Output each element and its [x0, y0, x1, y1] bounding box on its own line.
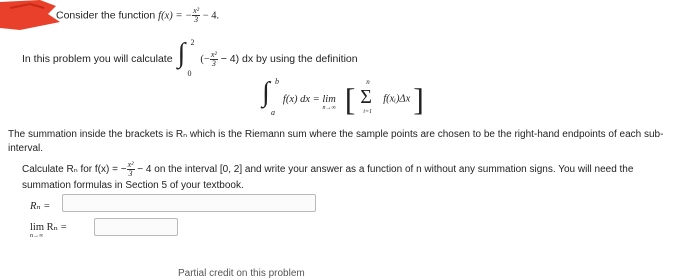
problem-prefix: In this problem you will calculate [22, 52, 176, 65]
problem-statement [22, 38, 358, 78]
definition-limit-subscript: n→∞ [322, 105, 336, 111]
calc-line1-suffix: − 4 on the interval [0, 2] and write your answer as a function of n without any summation signs. You will need the [134, 164, 634, 176]
fraction-denominator: 3 [194, 15, 199, 24]
sum-body: f(xᵢ)Δx [383, 93, 411, 105]
fraction-numerator: x² [193, 6, 200, 15]
calc-fraction [127, 161, 135, 178]
integrand-fraction [210, 51, 218, 68]
lim-rn-subscript: n→∞ [30, 233, 44, 239]
right-bracket-icon: ] [413, 81, 424, 117]
sigma-icon: Σ [360, 86, 372, 108]
integrand-numerator: x² [210, 49, 217, 59]
rn-label: Rₙ = [30, 201, 51, 212]
integral-lower-limit: 0 [187, 69, 192, 78]
calc-fraction-numerator: x² [127, 160, 134, 169]
left-bracket-icon: [ [344, 81, 356, 117]
sum-upper-limit: n [366, 78, 370, 86]
summation-description: The summation inside the brackets is Rₙ which is the Riemann sum where the sample points are chosen to be the right-hand endpoints of each sub-interval. [8, 129, 664, 154]
calc-fraction-denominator: 3 [128, 169, 133, 178]
function-expression: f(x) = − [158, 10, 193, 22]
partial-credit-link[interactable]: Partial credit on this problem [178, 268, 305, 279]
definition-upper-limit: b [275, 77, 279, 86]
definition-lhs [282, 93, 336, 111]
integral-sign [176, 38, 198, 78]
integral-upper-limit: 2 [190, 38, 195, 47]
integrand-open: (− [200, 53, 210, 65]
lim-rn-label [30, 221, 67, 239]
definition-lower-limit: a [271, 108, 275, 117]
sum-lower-limit: i=1 [363, 109, 372, 115]
x-squared-over-3 [192, 7, 200, 24]
integrand-denominator: 3 [211, 58, 216, 68]
definition-integrand: f(x) dx = lim [282, 94, 336, 105]
calc-line1-prefix: Calculate Rₙ for f(x) = − [22, 164, 127, 176]
calculation-instructions [22, 161, 682, 193]
integral-definition [260, 77, 424, 117]
statement-suffix: − 4. [200, 10, 220, 22]
calc-line2: summation formulas in Section 5 of your textbook. [22, 180, 244, 191]
problem-suffix: − 4) dx by using the definition [217, 52, 358, 65]
lim-rn-answer-input[interactable] [94, 218, 178, 236]
function-statement [56, 7, 219, 24]
summation-sign [358, 78, 380, 115]
integral-symbol-icon: ∫ [177, 38, 186, 69]
rn-answer-input[interactable] [62, 194, 316, 212]
definition-integral-icon: ∫ [262, 77, 270, 108]
definition-integral-sign [260, 77, 280, 117]
statement-prefix: Consider the function [56, 9, 159, 22]
lim-rn-text: lim Rₙ = [30, 222, 67, 233]
